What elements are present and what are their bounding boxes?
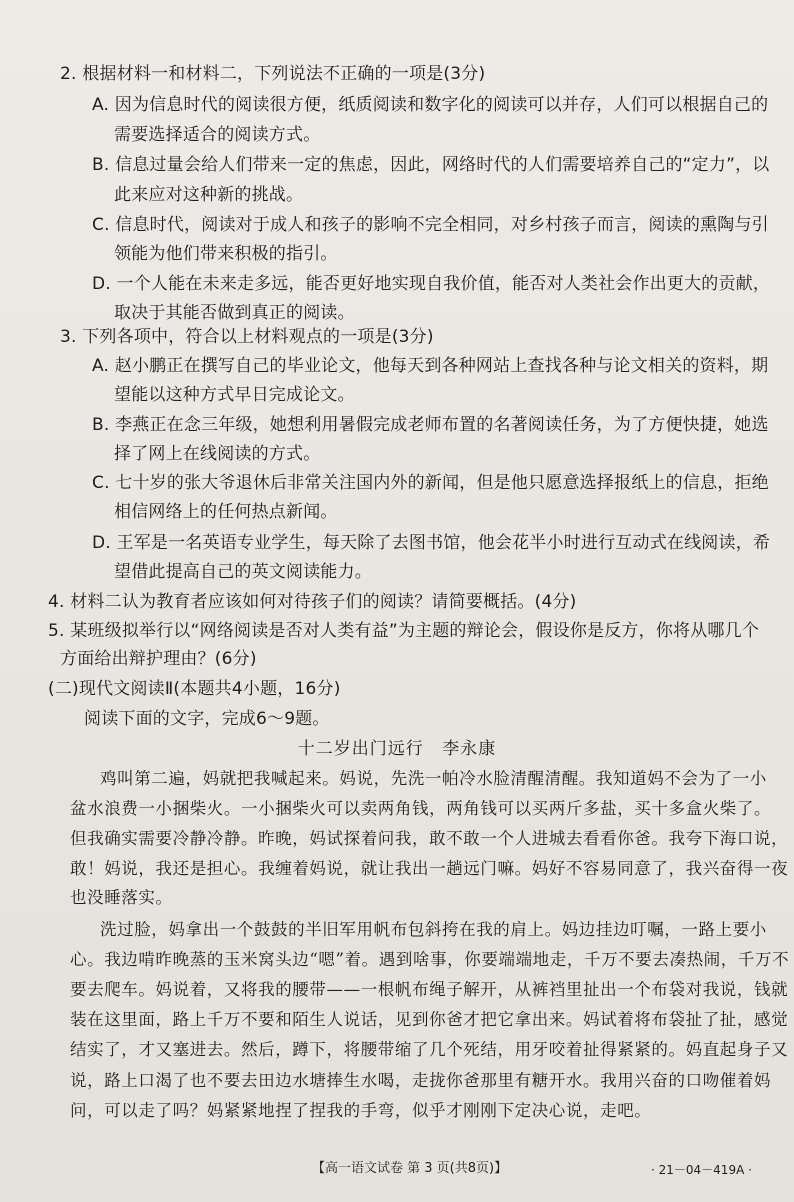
q3-option-d-line2: 望借此提高自己的英文阅读能力。: [114, 562, 372, 582]
story-p2-line1: 洗过脸，妈拿出一个鼓鼓的半旧军用帆布包斜挎在我的肩上。妈边挂边叮嘱，一路上要小: [100, 920, 767, 939]
q3-option-b-line2: 择了网上在线阅读的方式。: [114, 444, 321, 464]
page-footer-code: · 21－04－419A ·: [651, 1163, 752, 1177]
story-p1-line2: 盆水浪费一小捆柴火。一小捆柴火可以卖两角钱，两角钱可以买两斤多盐，买十多盒火柴了。: [70, 799, 772, 818]
q2-option-d-line1: D. 一个人能在未来走多远，能否更好地实现自我价值，能否对人类社会作出更大的贡献，: [92, 274, 771, 294]
question-3-stem: 3. 下列各项中，符合以上材料观点的一项是(3分): [60, 327, 434, 347]
q3-option-a-line1: A. 赵小鹏正在撰写自己的毕业论文，他每天到各种网站上查找各种与论文相关的资料，期: [92, 356, 769, 376]
q2-option-a-line2: 需要选择适合的阅读方式。: [114, 125, 321, 145]
q2-option-d-line2: 取决于其能否做到真正的阅读。: [114, 303, 355, 323]
question-2-stem: 2. 根据材料一和材料二，下列说法不正确的一项是(3分): [60, 64, 486, 84]
story-p1-line1: 鸡叫第二遍，妈就把我喊起来。妈说，先洗一帕冷水脸清醒清醒。我知道妈不会为了一小: [100, 769, 767, 788]
q3-option-b-line1: B. 李燕正在念三年级，她想利用暑假完成老师布置的名著阅读任务，为了方便快捷，她选: [92, 415, 769, 435]
story-p2-line7: 问，可以走了吗？妈紧紧地捏了捏我的手弯，似乎才刚刚下定决心说，走吧。: [70, 1101, 652, 1120]
story-p1-line5: 也没睡落实。: [70, 888, 173, 907]
q3-option-d-line1: D. 王军是一名英语专业学生，每天除了去图书馆，他会花半小时进行互动式在线阅读，希: [92, 533, 771, 553]
question-5-line1: 5. 某班级拟举行以“网络阅读是否对人类有益”为主题的辩论会，假设你是反方，你将从哪几个: [48, 621, 760, 641]
story-p2-line2: 心。我边啃昨晚蒸的玉米窝头边“嗯”着。遇到啥事，你要端端地走，千万不要去凑热闹，千万不: [70, 950, 790, 969]
story-title: 十二岁出门远行: [297, 739, 424, 759]
q3-option-c-line1: C. 七十岁的张大爷退休后非常关注国内外的新闻，但是他只愿意选择报纸上的信息，拒绝: [92, 473, 769, 493]
story-title-row: [0, 738, 794, 760]
q2-option-b-line2: 此来应对这种新的挑战。: [114, 185, 304, 205]
story-author: 李永康: [442, 739, 497, 759]
story-p2-line5: 结实了，才又塞进去。然后，蹲下，将腰带缩了几个死结，用牙咬着扯得紧紧的。妈直起身子又: [70, 1040, 789, 1059]
section-heading: (二)现代文阅读Ⅱ(本题共4小题，16分): [48, 679, 341, 699]
q3-option-a-line2: 望能以这种方式早日完成论文。: [114, 385, 355, 405]
page-footer-label: 【高一语文试卷 第 3 页(共8页)】: [312, 1161, 508, 1176]
q2-option-a-line1: A. 因为信息时代的阅读很方便，纸质阅读和数字化的阅读可以并存，人们可以根据自己的: [92, 95, 769, 115]
q2-option-c-line2: 领能为他们带来积极的指引。: [114, 244, 338, 264]
q3-option-c-line2: 相信网络上的任何热点新闻。: [114, 502, 338, 522]
story-p2-line6: 说，路上口渴了也不要去田边水塘捧生水喝，走拢你爸那里有糖开水。我用兴奋的口吻催着妈: [70, 1071, 772, 1090]
story-p1-line4: 敢！妈说，我还是担心。我缠着妈说，就让我出一趟远门嘛。妈好不容易同意了，我兴奋得一夜: [70, 859, 789, 878]
story-p1-line3: 但我确实需要冷静冷静。昨晚，妈试探着问我，敢不敢一个人进城去看看你爸。我夸下海口说，: [70, 829, 789, 848]
story-p2-line4: 装在这里面，路上千万不要和陌生人说话，见到你爸才把它拿出来。妈试着将布袋扯了扯，感觉: [70, 1010, 789, 1029]
q2-option-c-line1: C. 信息时代，阅读对于成人和孩子的影响不完全相同，对乡村孩子而言，阅读的熏陶与引: [92, 215, 769, 235]
question-4: 4. 材料二认为教育者应该如何对待孩子们的阅读？请简要概括。(4分): [48, 592, 577, 612]
question-5-line2: 方面给出辩护理由？(6分): [60, 649, 257, 669]
section-instruction: 阅读下面的文字，完成6～9题。: [84, 709, 330, 729]
q2-option-b-line1: B. 信息过量会给人们带来一定的焦虑，因此，网络时代的人们需要培养自己的“定力”，以: [92, 155, 770, 175]
story-p2-line3: 要去爬车。妈说着，又将我的腰带——一根帆布绳子解开，从裤裆里扯出一个布袋对我说，钱就: [70, 980, 789, 999]
